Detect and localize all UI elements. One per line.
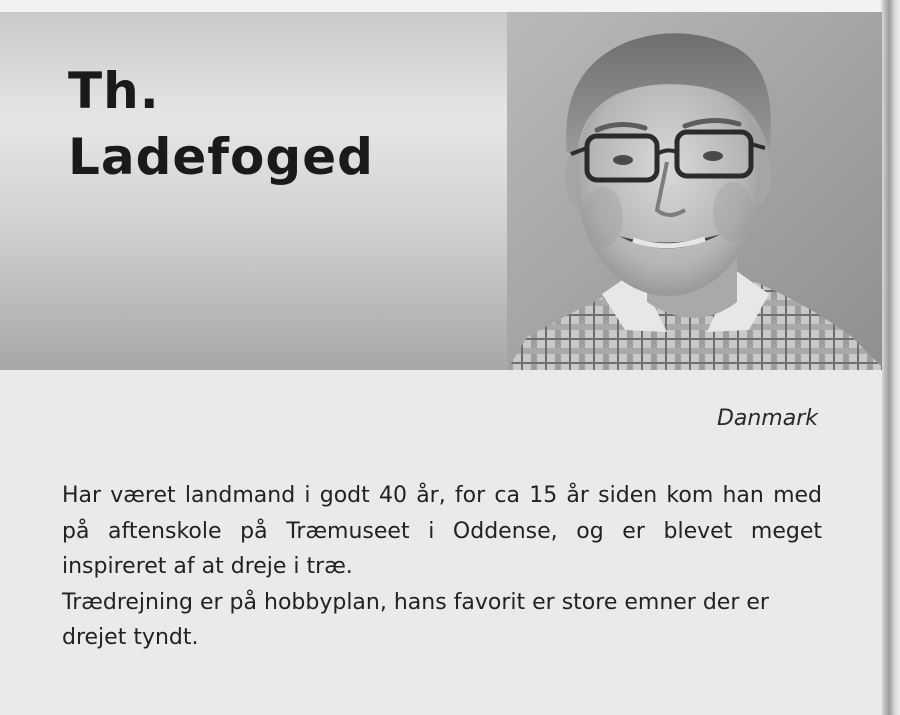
biography-text [62, 478, 822, 656]
page-binding-edge [882, 0, 900, 715]
bio-paragraph-2: Trædrejning er på hobbyplan, hans favorit er store emner der er drejet tyndt. [62, 589, 769, 650]
name-line-1: Th. [68, 62, 160, 120]
person-name [68, 58, 488, 190]
bio-paragraph-1: Har været landmand i godt 40 år, for ca 15 år siden kom han med på aftenskole på Træmuseet i Oddense, og er blevet meget inspireret af at dreje i træ. [62, 483, 822, 579]
page-top-edge [0, 0, 880, 12]
country-label: Danmark [716, 406, 818, 431]
name-line-2: Ladefoged [68, 128, 374, 186]
portrait-photo [507, 12, 885, 370]
portrait-photo-illustration [507, 12, 885, 370]
